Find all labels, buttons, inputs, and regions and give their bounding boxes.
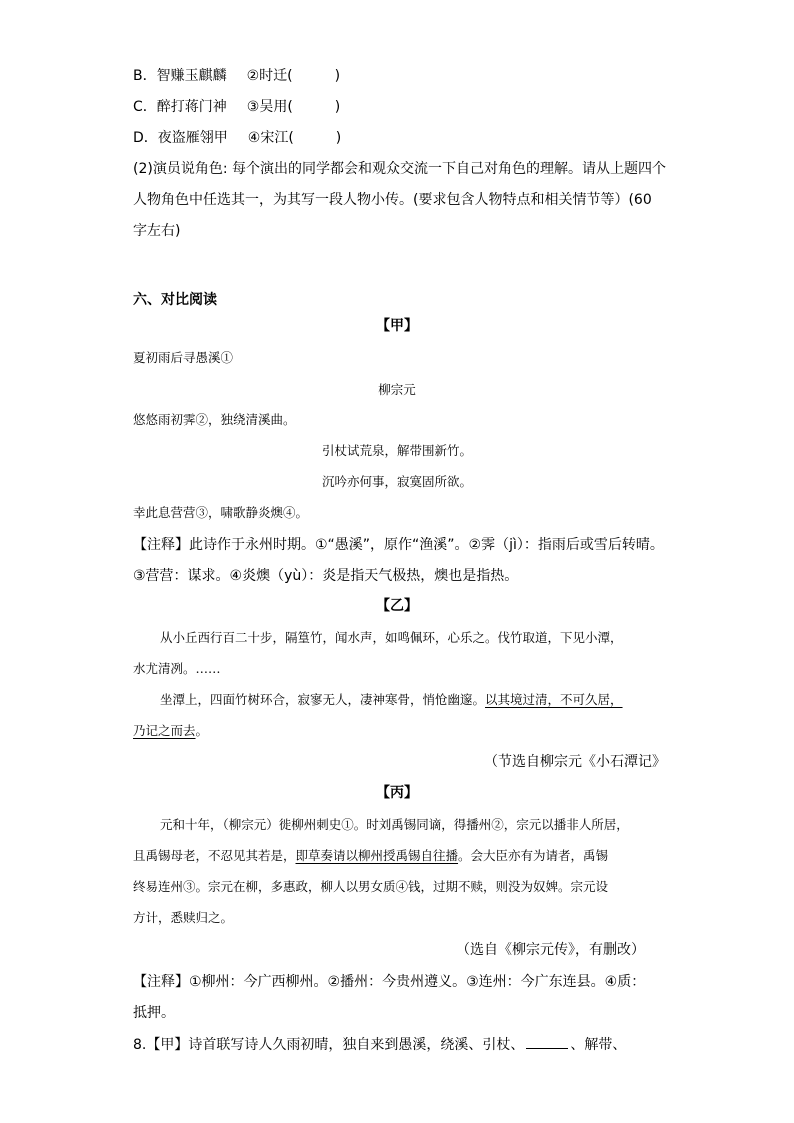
poem-line-4: 幸此息营营③，啸歌静炎燠④。: [133, 505, 309, 520]
q7-sub2-line3: 字左右): [133, 223, 181, 239]
option-c-text: C．醉打蒋门神: [133, 99, 227, 115]
poem-title: 夏初雨后寻愚溪①: [133, 350, 234, 365]
option-c-answer: ③吴用( ): [246, 99, 341, 115]
yi-label: 【乙】: [376, 598, 418, 614]
bing-line3: 终易连州③。宗元在柳，多惠政，柳人以男女质④钱，过期不赎，则没为奴婢。宗元设: [133, 879, 609, 894]
yi-para2-plain: 坐潭上，四面竹树环合，寂寥无人，凄神寒骨，悄怆幽邃。: [160, 692, 486, 707]
bing-label: 【丙】: [376, 785, 418, 801]
yi-para2-line1: [160, 690, 623, 710]
yi-source: （节选自柳宗元《小石潭记》: [484, 754, 666, 770]
poem-line-3: 沉吟亦何事，寂寞固所欲。: [321, 474, 472, 489]
yi-para1-line1: 从小丘西行百二十步，隔篁竹，闻水声，如鸣佩环，心乐之。伐竹取道，下见小潭，: [160, 630, 623, 645]
bing-source: （选自《柳宗元传》，有删改）: [456, 942, 645, 958]
yi-para2-end: 。: [195, 723, 209, 738]
section-heading: 六、对比阅读: [133, 292, 217, 308]
option-d-text: D．夜盗雁翎甲: [133, 130, 228, 146]
option-d-answer: ④宋江( ): [247, 130, 342, 146]
q8-text-end: 、解带、: [570, 1037, 627, 1053]
q8-text-start: 8.【甲】诗首联写诗人久雨初晴，独自来到愚溪，绕溪、引杖、: [133, 1037, 525, 1053]
option-b-text: B．智赚玉麒麟: [133, 68, 227, 84]
q7-sub2-line1: (2)演员说角色: 每个演出的同学都会和观众交流一下自己对角色的理解。请从上题四个: [133, 161, 666, 177]
yi-underlined-sentence-part2: 乃记之而去: [133, 723, 196, 738]
jia-note-line2: ③营营：谋求。④炎燠（yù）：炎是指天气极热，燠也是指热。: [133, 568, 519, 584]
bing-line2-end: 。会大臣亦有为请者，禹锡: [458, 848, 609, 863]
poem-line-1: 悠悠雨初霁②，独绕清溪曲。: [133, 412, 296, 427]
bing-note-line2: 抵押。: [133, 1005, 175, 1021]
bing-line2: [133, 846, 608, 866]
poem-author: 柳宗元: [378, 382, 416, 397]
jia-note-line1: 【注释】此诗作于永州时期。①“愚溪”，原作“渔溪”。②霁（jì）：指雨后或雪后转晴。: [133, 537, 664, 553]
yi-underlined-sentence-part1: 以其境过清，不可久居，: [485, 692, 623, 707]
bing-line4: 方计，悉赎归之。: [133, 910, 234, 925]
option-d: [133, 128, 341, 148]
bing-note-line1: 【注释】①柳州：今广西柳州。②播州：今贵州遵义。③连州：今广东连县。④质：: [133, 974, 646, 990]
yi-para1-line2: 水尤清冽。……: [133, 661, 221, 676]
q8-answer-blank[interactable]: [526, 1034, 568, 1049]
bing-line1: 元和十年，（柳宗元）徙柳州刺史①。时刘禹锡同谪，得播州②，宗元以播非人所居，: [160, 817, 629, 832]
poem-line-2: 引杖试荒泉，解带围新竹。: [321, 443, 472, 458]
bing-underlined-sentence: 即草奏请以柳州授禹锡自往播: [295, 848, 459, 863]
yi-para2-line2: [133, 721, 208, 741]
option-b: [133, 66, 340, 86]
option-c: [133, 97, 340, 117]
question-8: [133, 1034, 626, 1055]
q7-sub2-line2: 人物角色中任选其一，为其写一段人物小传。(要求包含人物特点和相关情节等）(60: [133, 192, 652, 208]
jia-label: 【甲】: [376, 318, 418, 334]
bing-line2-start: 且禹锡母老，不忍见其若是，: [133, 848, 296, 863]
option-b-answer: ②时迁( ): [246, 68, 341, 84]
